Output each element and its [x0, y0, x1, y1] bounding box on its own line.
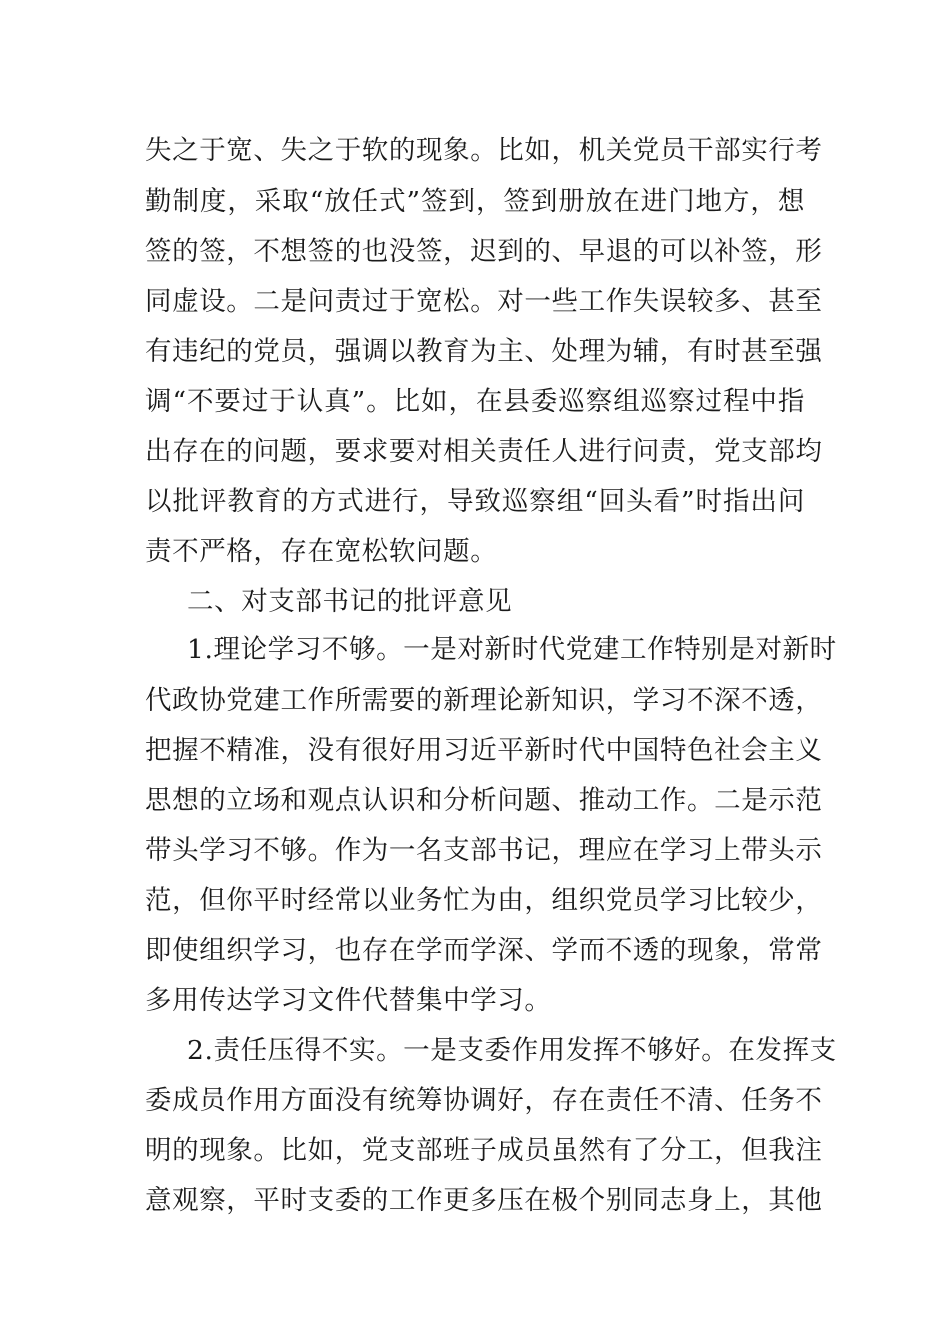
text-line: 多用传达学习文件代替集中学习。: [145, 985, 552, 1016]
text-line: 有违纪的党员，强调以教育为主、处理为辅，有时甚至强: [145, 336, 823, 367]
text-line: 明的现象。比如，党支部班子成员虽然有了分工，但我注: [145, 1135, 823, 1166]
text-line: 带头学习不够。作为一名支部书记，理应在学习上带头示: [145, 835, 823, 866]
text-line: 以批评教育的方式进行，导致巡察组“回头看”时指出问: [145, 486, 805, 517]
paragraph-first-line: 2.责任压得不实。一是支委作用发挥不够好。在发挥支: [187, 1035, 837, 1066]
text-line: 签的签，不想签的也没签，迟到的、早退的可以补签，形: [145, 236, 823, 267]
text-line: 代政协党建工作所需要的新理论新知识，学习不深不透，: [145, 685, 823, 716]
text-line: 思想的立场和观点认识和分析问题、推动工作。二是示范: [145, 785, 823, 816]
text-line: 出存在的问题，要求要对相关责任人进行问责，党支部均: [145, 436, 823, 467]
text-line: 把握不精准，没有很好用习近平新时代中国特色社会主义: [145, 735, 823, 766]
text-line: 调“不要过于认真”。比如，在县委巡察组巡察过程中指: [145, 386, 805, 417]
section-heading: 二、对支部书记的批评意见: [187, 586, 513, 617]
text-line: 失之于宽、失之于软的现象。比如，机关党员干部实行考: [145, 135, 823, 166]
text-line: 责不严格，存在宽松软问题。: [145, 536, 498, 567]
text-line: 勤制度，采取“放任式”签到，签到册放在进门地方，想: [145, 186, 805, 217]
text-line: 意观察，平时支委的工作更多压在极个别同志身上，其他: [145, 1185, 823, 1216]
text-line: 同虚设。二是问责过于宽松。对一些工作失误较多、甚至: [145, 286, 823, 317]
text-line: 即使组织学习，也存在学而学深、学而不透的现象，常常: [145, 935, 823, 966]
text-line: 委成员作用方面没有统筹协调好，存在责任不清、任务不: [145, 1085, 823, 1116]
paragraph-first-line: 1.理论学习不够。一是对新时代党建工作特别是对新时: [187, 634, 837, 665]
text-line: 范，但你平时经常以业务忙为由，组织党员学习比较少，: [145, 885, 823, 916]
